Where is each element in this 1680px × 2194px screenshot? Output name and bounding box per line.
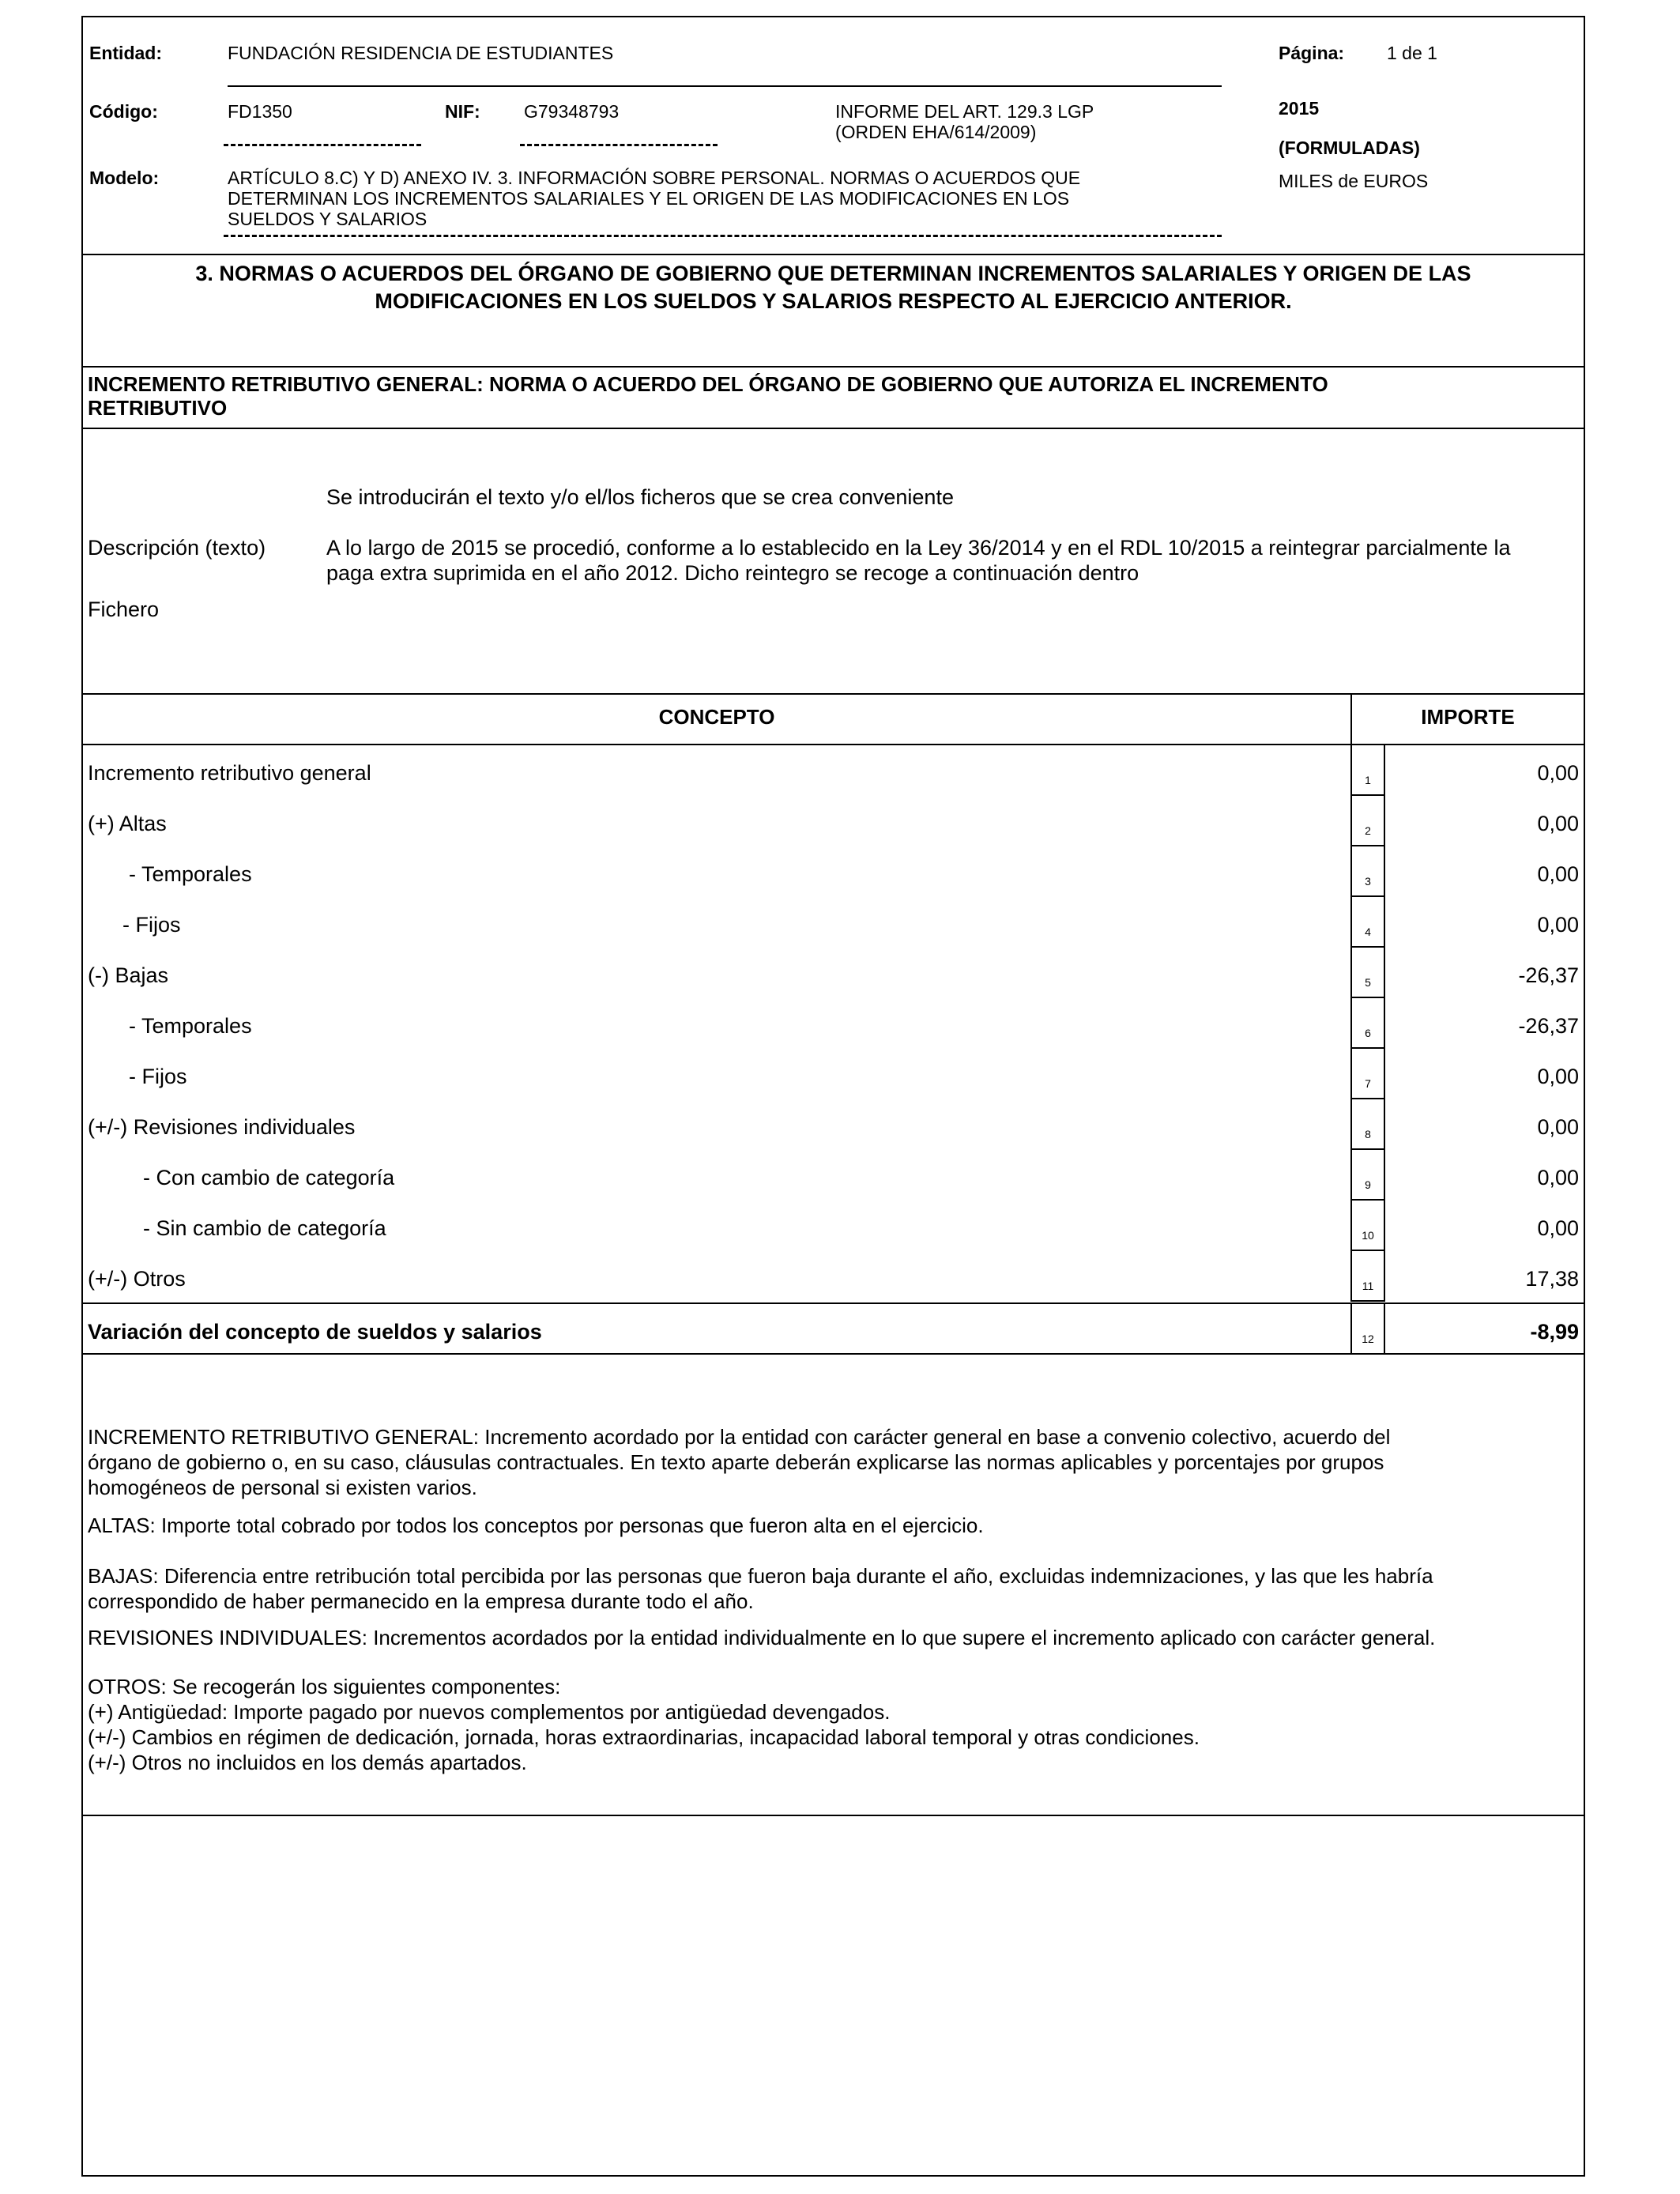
note-otros-line3: (+/-) Otros no incluidos en los demás apartados. [88, 1751, 527, 1774]
note-bajas [88, 1563, 1573, 1614]
informe-line2: (ORDEN EHA/614/2009) [835, 122, 1037, 142]
row-amount: 0,00 [1537, 1065, 1579, 1088]
table-row [83, 846, 1587, 897]
row-amount: 0,00 [1537, 862, 1579, 886]
row-concept: (+/-) Otros [88, 1267, 186, 1291]
note-otros-line1: (+) Antigüedad: Importe pagado por nuevos complementos por antigüedad devengados. [88, 1700, 891, 1724]
row-number: 9 [1350, 1150, 1385, 1201]
note-otros [88, 1674, 1573, 1775]
modelo-line1: ARTÍCULO 8.C) Y D) ANEXO IV. 3. INFORMACIÓN SOBRE PERSONAL. NORMAS O ACUERDOS QUE [228, 168, 1081, 188]
subsection-title-line2: RETRIBUTIVO [88, 396, 228, 420]
codigo-value: FD1350 [228, 101, 292, 122]
row-number: 3 [1350, 846, 1385, 897]
total-number: 12 [1350, 1304, 1385, 1355]
fichero-label: Fichero [88, 598, 160, 621]
year: 2015 [1279, 98, 1320, 119]
note-revisiones: REVISIONES INDIVIDUALES: Incrementos acordados por la entidad individualmente en lo que supere el incremento aplicado con carácter general. [88, 1626, 1436, 1649]
note-incremento-line3: homogéneos de personal si existen varios. [88, 1476, 477, 1499]
modelo-label: Modelo: [89, 168, 160, 188]
note-incremento [88, 1424, 1573, 1500]
row-number: 6 [1350, 998, 1385, 1049]
row-number: 5 [1350, 948, 1385, 998]
pagina-label: Página: [1279, 43, 1345, 63]
row-concept: - Sin cambio de categoría [143, 1216, 386, 1240]
informe-line1: INFORME DEL ART. 129.3 LGP [835, 101, 1094, 122]
row-number: 8 [1350, 1099, 1385, 1150]
row-concept: (-) Bajas [88, 963, 169, 987]
description-text-line2: paga extra suprimida en el año 2012. Dicho reintegro se recoge a continuación dentro [326, 561, 1139, 585]
table-top-line [83, 693, 1584, 695]
row-number: 11 [1350, 1251, 1385, 1302]
row-amount: 17,38 [1525, 1267, 1579, 1291]
entidad-label: Entidad: [89, 43, 162, 63]
table-row [83, 897, 1587, 948]
section-title-line1: 3. NORMAS O ACUERDOS DEL ÓRGANO DE GOBIERNO QUE DETERMINAN INCREMENTOS SALARIALES Y ORIGEN DE LAS [195, 262, 1471, 285]
row-concept: (+/-) Revisiones individuales [88, 1115, 356, 1139]
subsection-title-line1: INCREMENTO RETRIBUTIVO GENERAL: NORMA O ACUERDO DEL ÓRGANO DE GOBIERNO QUE AUTORIZA EL INCREMENTO [88, 372, 1328, 396]
row-concept: - Temporales [129, 862, 252, 886]
column-concepto: CONCEPTO [658, 705, 775, 729]
table-bottom-line [83, 1353, 1584, 1355]
row-concept: - Fijos [129, 1065, 187, 1088]
modelo-dashed-line [224, 235, 1222, 237]
nif-dashed-line [520, 144, 718, 146]
row-amount: -26,37 [1518, 963, 1579, 987]
table-row [83, 998, 1587, 1049]
row-amount: 0,00 [1537, 1216, 1579, 1240]
row-concept: - Fijos [122, 913, 181, 937]
subsection-divider [83, 428, 1584, 429]
codigo-dashed-line [224, 144, 421, 146]
note-incremento-line1: INCREMENTO RETRIBUTIVO GENERAL: Incremento acordado por la entidad con carácter general en base a convenio colectivo, acuerdo del [88, 1425, 1391, 1449]
header-divider [83, 254, 1584, 255]
row-amount: 0,00 [1537, 761, 1579, 785]
note-bajas-line2: correspondido de haber permanecido en la empresa durante todo el año. [88, 1589, 754, 1613]
row-amount: 0,00 [1537, 812, 1579, 835]
row-number: 7 [1350, 1049, 1385, 1099]
row-concept: - Con cambio de categoría [143, 1166, 395, 1189]
notes-bottom-line [83, 1815, 1584, 1816]
modelo-line3: SUELDOS Y SALARIOS [228, 209, 428, 229]
row-concept: (+) Altas [88, 812, 167, 835]
row-amount: 0,00 [1537, 913, 1579, 937]
status-formuladas: (FORMULADAS) [1279, 138, 1420, 158]
note-bajas-line1: BAJAS: Diferencia entre retribución total percibida por las personas que fueron baja durante el año, excluidas indemnizaciones, y las que les habría [88, 1564, 1433, 1588]
description-label: Descripción (texto) [88, 536, 266, 560]
codigo-label: Código: [89, 101, 158, 122]
pagina-value: 1 de 1 [1387, 43, 1437, 63]
row-number: 4 [1350, 897, 1385, 948]
table-row [83, 745, 1587, 796]
row-amount: 0,00 [1537, 1166, 1579, 1189]
table-row-total [83, 1304, 1587, 1355]
note-otros-title: OTROS: Se recogerán los siguientes componentes: [88, 1675, 561, 1698]
table-row [83, 1251, 1587, 1302]
nif-label: NIF: [445, 101, 480, 122]
row-number: 1 [1350, 745, 1385, 796]
entidad-value: FUNDACIÓN RESIDENCIA DE ESTUDIANTES [228, 43, 614, 63]
total-concept: Variación del concepto de sueldos y salarios [88, 1320, 542, 1344]
table-row [83, 796, 1587, 846]
document-frame [81, 16, 1585, 2177]
section-divider [83, 366, 1584, 368]
table-row [83, 1099, 1587, 1150]
column-importe: IMPORTE [1421, 705, 1515, 729]
table-row [83, 948, 1587, 998]
description-text-line1: A lo largo de 2015 se procedió, conforme a lo establecido en la Ley 36/2014 y en el RDL 10/2015 a reintegrar parcialmente la [326, 536, 1511, 560]
total-amount: -8,99 [1530, 1320, 1579, 1344]
nif-value: G79348793 [524, 101, 620, 122]
row-concept: Incremento retributivo general [88, 761, 371, 785]
row-amount: -26,37 [1518, 1014, 1579, 1038]
row-amount: 0,00 [1537, 1115, 1579, 1139]
table-row [83, 1049, 1587, 1099]
table-row [83, 1150, 1587, 1201]
table-row [83, 1201, 1587, 1251]
entidad-underline [228, 85, 1222, 87]
note-incremento-line2: órgano de gobierno o, en su caso, cláusulas contractuales. En texto aparte deberán explicarse las normas aplicables y porcentajes por grupos [88, 1450, 1384, 1474]
note-otros-line2: (+/-) Cambios en régimen de dedicación, jornada, horas extraordinarias, incapacidad laboral temporal y otras condiciones. [88, 1725, 1200, 1749]
row-concept: - Temporales [129, 1014, 252, 1038]
units: MILES de EUROS [1279, 171, 1429, 191]
description-hint: Se introducirán el texto y/o el/los ficheros que se crea conveniente [326, 485, 954, 509]
row-number: 2 [1350, 796, 1385, 846]
section-title-line2: MODIFICACIONES EN LOS SUELDOS Y SALARIOS RESPECTO AL EJERCICIO ANTERIOR. [375, 289, 1292, 313]
modelo-line2: DETERMINAN LOS INCREMENTOS SALARIALES Y EL ORIGEN DE LAS MODIFICACIONES EN LOS [228, 188, 1070, 209]
note-altas: ALTAS: Importe total cobrado por todos los conceptos por personas que fueron alta en el ejercicio. [88, 1514, 984, 1537]
row-number: 10 [1350, 1201, 1385, 1251]
